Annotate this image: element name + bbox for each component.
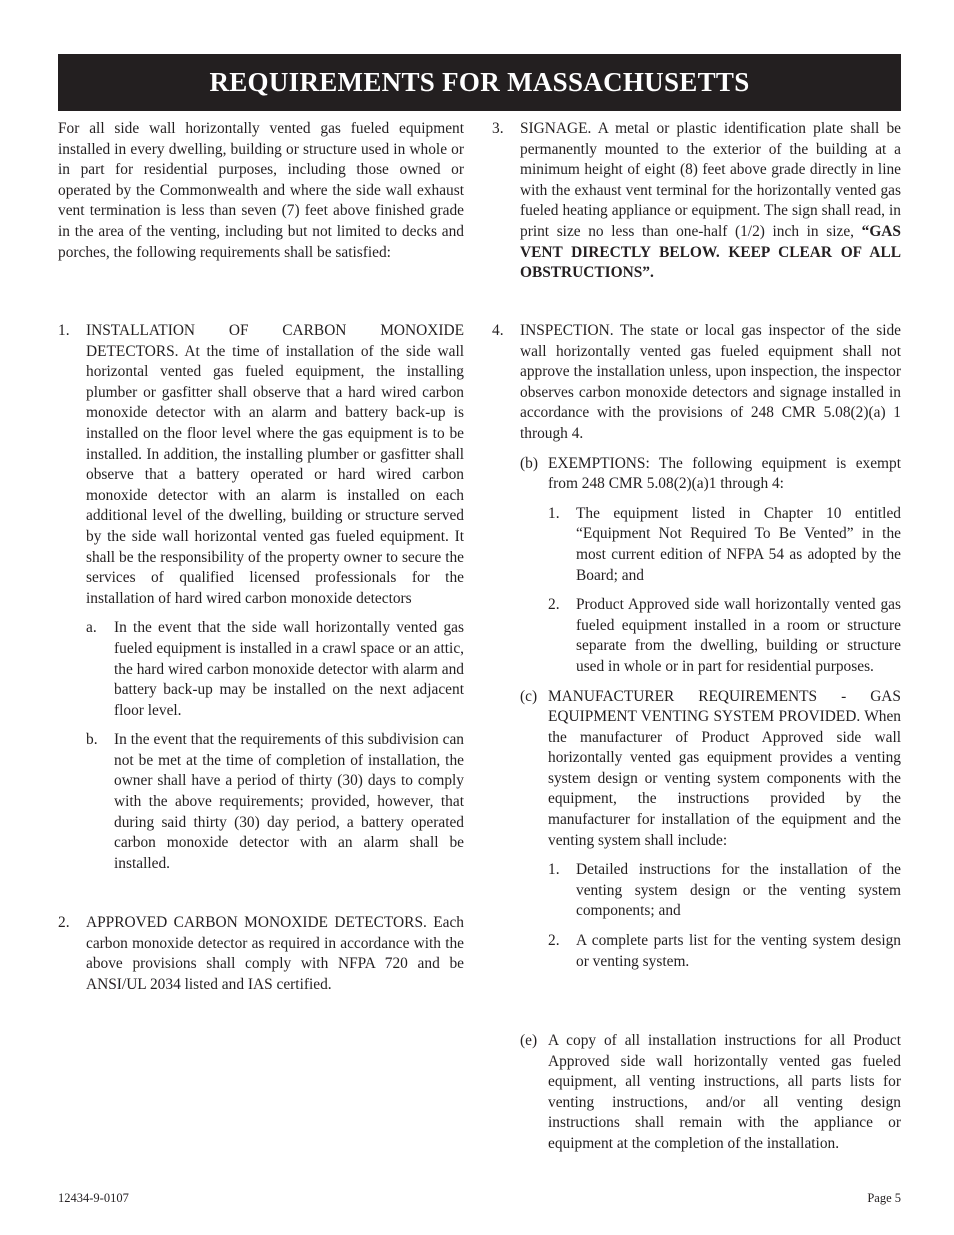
item-4e-number: (e) bbox=[520, 1032, 538, 1049]
item-4b-2 bbox=[548, 595, 901, 677]
item-4c-1-number: 1. bbox=[548, 861, 560, 879]
item-4c-2 bbox=[548, 931, 901, 972]
item-4b-2-text: Product Approved side wall horizontally vented gas fueled equipment installed in a room or structure separate from the dwelling, building or structure used in whole or in part for residential purposes. bbox=[576, 596, 901, 675]
item-2-text: APPROVED CARBON MONOXIDE DETECTORS. Each carbon monoxide detector as required in accordance with the above provisions shall comply with NFPA 720 and be ANSI/UL 2034 listed and IAS certified. bbox=[86, 914, 464, 993]
page-title: REQUIREMENTS FOR MASSACHUSETTS bbox=[209, 67, 750, 98]
item-4c-2-text: A complete parts list for the venting system design or venting system. bbox=[576, 932, 901, 970]
page-header-banner bbox=[58, 54, 901, 111]
item-4c-1 bbox=[548, 860, 901, 922]
item-4c-number: (c) bbox=[520, 687, 538, 705]
item-4b-1-text: The equipment listed in Chapter 10 entitled “Equipment Not Required To Be Vented” in the most current edition of NFPA 54 as adopted by the Board; and bbox=[576, 504, 901, 584]
intro-paragraph: For all side wall horizontally vented gas fueled equipment installed in every dwelling, building or structure used in whole or in part for residential purposes, including those owned or operated by the Commonwealth and where the side wall exhaust vent termination is less than seven (7) feet above finished grade in the area of the venting, including but not limited to decks and porches, the following requirements shall be satisfied: bbox=[58, 120, 464, 261]
item-1a-number: a. bbox=[86, 619, 97, 637]
item-2 bbox=[58, 913, 464, 995]
item-1 bbox=[58, 321, 464, 874]
item-1b-number: b. bbox=[86, 731, 98, 749]
item-3-body: SIGNAGE. A metal or plastic identification plate shall be permanently mounted to the exterior of the building at a minimum height of eight (8) feet above grade directly in line with the exhaust vent terminal for the horizontally vented gas fueled heating appliance or equipment. The sign shall read, in print size no less than one-half (1/2) inch in size, bbox=[520, 120, 901, 240]
item-4c-text: MANUFACTURER REQUIREMENTS - GAS EQUIPMENT VENTING SYSTEM PROVIDED. When the manufacturer of Product Approved side wall horizontally vented gas equipment provides a venting system design or venting system components with the equipment, the instructions provided by the manufacturer for installation of the equipment and the venting system shall include: bbox=[548, 687, 901, 849]
item-3-number: 3. bbox=[492, 120, 504, 137]
item-4-number: 4. bbox=[492, 322, 504, 339]
item-4c bbox=[520, 687, 901, 973]
document-number: 12434-9-0107 bbox=[58, 1191, 129, 1205]
item-4-text: INSPECTION. The state or local gas inspector of the side wall horizontally vented gas fueled equipment shall not approve the installation unless, upon inspection, the inspector observes carbon monoxide detectors and signage installed in accordance with the provisions of 248 CMR 5.08(2)(a) 1 through 4. bbox=[520, 322, 901, 442]
item-1b bbox=[86, 730, 464, 874]
item-4b-number: (b) bbox=[520, 454, 538, 472]
item-4b-2-number: 2. bbox=[548, 596, 560, 614]
item-1-number: 1. bbox=[58, 322, 70, 339]
item-4c-1-text: Detailed instructions for the installation of the venting system design or the venting system components; and bbox=[576, 861, 901, 920]
item-3-sign-text: “GAS VENT DIRECTLY BELOW. KEEP CLEAR OF ALL OBSTRUCTIONS”. bbox=[520, 222, 901, 282]
item-4b-text: EXEMPTIONS: The following equipment is exempt from 248 CMR 5.08(2)(a)1 through 4: bbox=[548, 454, 901, 493]
item-4b bbox=[520, 454, 901, 678]
page-number: Page 5 bbox=[867, 1191, 901, 1205]
item-4c-2-number: 2. bbox=[548, 932, 560, 950]
item-1-text: INSTALLATION OF CARBON MONOXIDE DETECTORS. At the time of installation of the side wall horizontal vented gas fueled equipment, the installing plumber or gasfitter shall observe that a hard wired carbon monoxide detector with an alarm and battery back-up is installed on the floor level where the gas equipment is to be installed. In addition, the installing plumber or gasfitter shall observe that a battery operated or hard wired carbon monoxide detector with an alarm is installed on each additional level of the dwelling, building or structure served by the side wall horizontal vented gas fueled equipment. It shall be the responsibility of the property owner to secure the services of qualified licensed professionals for the installation of hard wired carbon monoxide detectors bbox=[86, 322, 464, 607]
item-1a bbox=[86, 618, 464, 721]
item-4b-1-number: 1. bbox=[548, 504, 560, 522]
item-1a-text: In the event that the side wall horizontally vented gas fueled equipment is installed in a crawl space or an attic, the hard wired carbon monoxide detector with alarm and battery back-up may be installed on the next adjacent floor level. bbox=[114, 619, 464, 719]
item-4 bbox=[492, 321, 901, 972]
item-4b-1 bbox=[548, 504, 901, 586]
item-2-number: 2. bbox=[58, 914, 70, 931]
item-4e-text: A copy of all installation instructions for all Product Approved side wall horizontally vented gas fueled equipment, all venting instructions, all parts lists for venting instructions, and/or all venting design instructions shall remain with the appliance or equipment at the completion of the installation. bbox=[548, 1032, 901, 1152]
item-3 bbox=[492, 119, 901, 284]
item-3-text bbox=[520, 119, 901, 284]
item-1b-text: In the event that the requirements of this subdivision can not be met at the time of completion of installation, the owner shall have a period of thirty (30) days to comply with the above requirements; provided, however, that during said thirty (30) day period, a battery operated carbon monoxide detector with an alarm shall be installed. bbox=[114, 731, 464, 872]
item-4e bbox=[520, 1031, 901, 1155]
